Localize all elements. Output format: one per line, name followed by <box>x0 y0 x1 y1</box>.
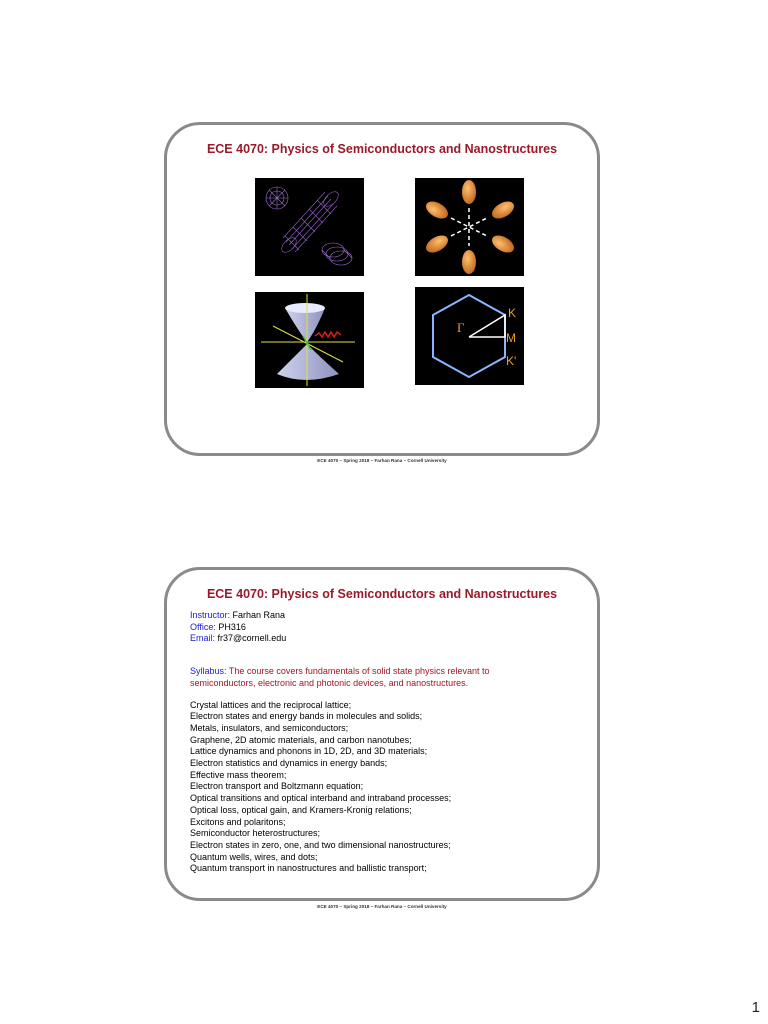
office-value: PH316 <box>218 621 246 632</box>
topic-list <box>190 700 585 876</box>
brillouin-zone-image <box>415 287 524 385</box>
course-info <box>190 610 585 875</box>
topic-item: Semiconductor heterostructures; <box>190 828 321 839</box>
topic-item: Quantum wells, wires, and dots; <box>190 851 318 862</box>
topic-item: Graphene, 2D atomic materials, and carbon nanotubes; <box>190 734 412 745</box>
slide-2 <box>164 567 600 901</box>
topic-item: Electron states and energy bands in molecules and solids; <box>190 711 423 722</box>
syllabus-text-2: semiconductors, electronic and photonic devices, and nanostructures. <box>190 677 469 688</box>
topic-item: Lattice dynamics and phonons in 1D, 2D, and 3D materials; <box>190 746 428 757</box>
topic-item: Crystal lattices and the reciprocal lattice; <box>190 699 352 710</box>
slide-2-footer: ECE 4070 – Spring 2018 – Farhan Rana – Cornell University <box>317 904 447 909</box>
gamma-label: Γ <box>457 320 465 335</box>
orbital-lobes-image <box>415 178 524 276</box>
syllabus-line-1 <box>190 666 585 678</box>
topic-item: Electron states in zero, one, and two dimensional nanostructures; <box>190 839 451 850</box>
m-point-label: M <box>506 331 516 345</box>
topic-item: Electron transport and Boltzmann equation; <box>190 781 364 792</box>
instructor-value: Farhan Rana <box>232 610 286 620</box>
instructor-label: Instructor: <box>190 610 231 620</box>
topic-item: Optical transitions and optical interband and intraband processes; <box>190 793 452 804</box>
syllabus-label: Syllabus: <box>190 666 227 677</box>
topic-item: Optical loss, optical gain, and Kramers-Kronig relations; <box>190 804 412 815</box>
k-point-label: K <box>508 306 517 320</box>
office-label: Office: <box>190 621 216 632</box>
office-line <box>190 622 585 634</box>
instructor-line <box>190 610 585 622</box>
nanotube-buckyball-image <box>255 178 364 276</box>
topic-item: Effective mass theorem; <box>190 769 287 780</box>
email-value: fr37@cornell.edu <box>217 633 287 644</box>
email-line <box>190 633 585 645</box>
page-number: 1 <box>751 999 760 1016</box>
slide-1 <box>164 122 600 456</box>
topic-item: Metals, insulators, and semiconductors; <box>190 722 349 733</box>
dirac-cone-image <box>255 292 364 388</box>
k-prime-point-label: K' <box>506 354 517 368</box>
topic-item: Excitons and polaritons; <box>190 816 286 827</box>
topic-item: Electron statistics and dynamics in energy bands; <box>190 758 388 769</box>
slide-2-title: ECE 4070: Physics of Semiconductors and Nanostructures <box>206 587 558 601</box>
slide-1-title: ECE 4070: Physics of Semiconductors and Nanostructures <box>206 142 558 156</box>
topic-item: Quantum transport in nanostructures and ballistic transport; <box>190 863 427 874</box>
email-label: Email: <box>190 633 216 644</box>
slide-1-footer: ECE 4070 – Spring 2018 – Farhan Rana – Cornell University <box>317 458 447 463</box>
syllabus-text-1: The course covers fundamentals of solid state physics relevant to <box>228 666 490 677</box>
